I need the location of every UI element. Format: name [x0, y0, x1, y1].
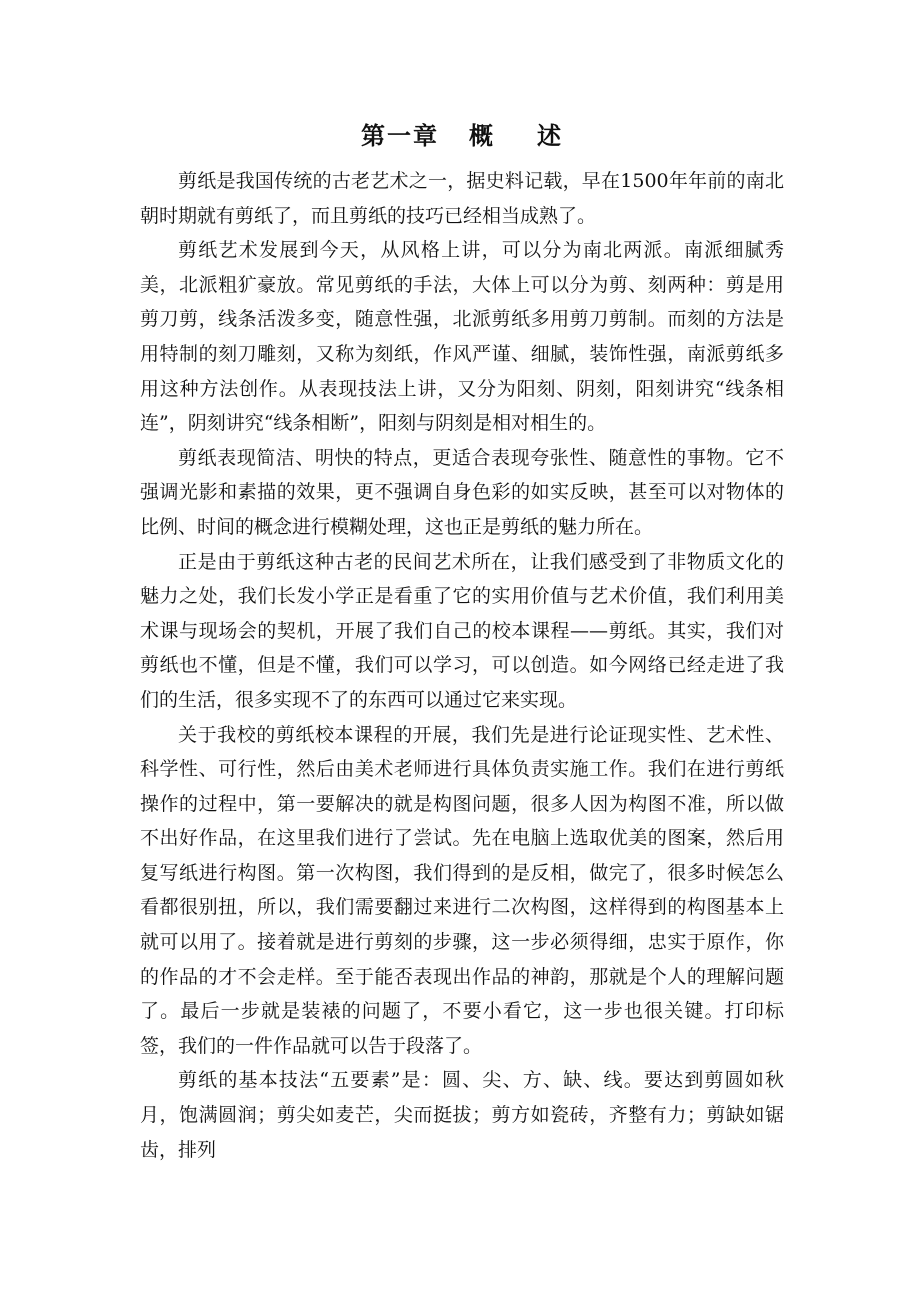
- paragraph-6: 剪纸的基本技法“五要素”是：圆、尖、方、缺、线。要达到剪圆如秋月，饱满圆润；剪尖如麦芒，尖而挺拔；剪方如瓷砖，齐整有力；剪缺如锯齿，排列: [140, 1069, 784, 1161]
- chapter-title-number: 第一章: [361, 122, 439, 150]
- paragraph-2: 剪纸艺术发展到今天，从风格上讲，可以分为南北两派。南派细腻秀美，北派粗犷豪放。常见剪纸的手法，大体上可以分为剪、刻两种：剪是用剪刀剪，线条活泼多变，随意性强，北派剪纸多用剪刀剪制。而刻的方法是用特制的刻刀雕刻，又称为刻纸，作风严谨、细腻，装饰性强，南派剪纸多用这种方法创作。从表现技法上讲，又分为阳刻、阴刻，阳刻讲究“线条相连”，阴刻讲究“线条相断”，阳刻与阴刻是相对相生的。: [140, 239, 784, 435]
- chapter-title-word-2: 述: [537, 122, 563, 150]
- paragraph-1: 剪纸是我国传统的古老艺术之一，据史料记载，早在1500年年前的南北朝时期就有剪纸了，而且剪纸的技巧已经相当成熟了。: [140, 170, 784, 227]
- paragraph-4: 正是由于剪纸这种古老的民间艺术所在，让我们感受到了非物质文化的魅力之处，我们长发小学正是看重了它的实用价值与艺术价值，我们利用美术课与现场会的契机，开展了我们自己的校本课程——剪纸。其实，我们对剪纸也不懂，但是不懂，我们可以学习，可以创造。如今网络已经走进了我们的生活，很多实现不了的东西可以通过它来实现。: [140, 550, 784, 711]
- document-page: [140, 112, 784, 1167]
- paragraph-5: 关于我校的剪纸校本课程的开展，我们先是进行论证现实性、艺术性、科学性、可行性，然后由美术老师进行具体负责实施工作。我们在进行剪纸操作的过程中，第一要解决的就是构图问题，很多人因为构图不准，所以做不出好作品，在这里我们进行了尝试。先在电脑上选取优美的图案，然后用复写纸进行构图。第一次构图，我们得到的是反相，做完了，很多时候怎么看都很别扭，所以，我们需要翻过来进行二次构图，这样得到的构图基本上就可以用了。接着就是进行剪刻的步骤，这一步必须得细，忠实于原作，你的作品的才不会走样。至于能否表现出作品的神韵，那就是个人的理解问题了。最后一步就是装裱的问题了，不要小看它，这一步也很关键。打印标签，我们的一件作品就可以告于段落了。: [140, 723, 784, 1057]
- chapter-title-word-1: 概: [469, 122, 495, 150]
- chapter-title: [140, 112, 784, 160]
- paragraph-3: 剪纸表现简洁、明快的特点，更适合表现夸张性、随意性的事物。它不强调光影和素描的效果，更不强调自身色彩的如实反映，甚至可以对物体的比例、时间的概念进行模糊处理，这也正是剪纸的魅力所在。: [140, 446, 784, 538]
